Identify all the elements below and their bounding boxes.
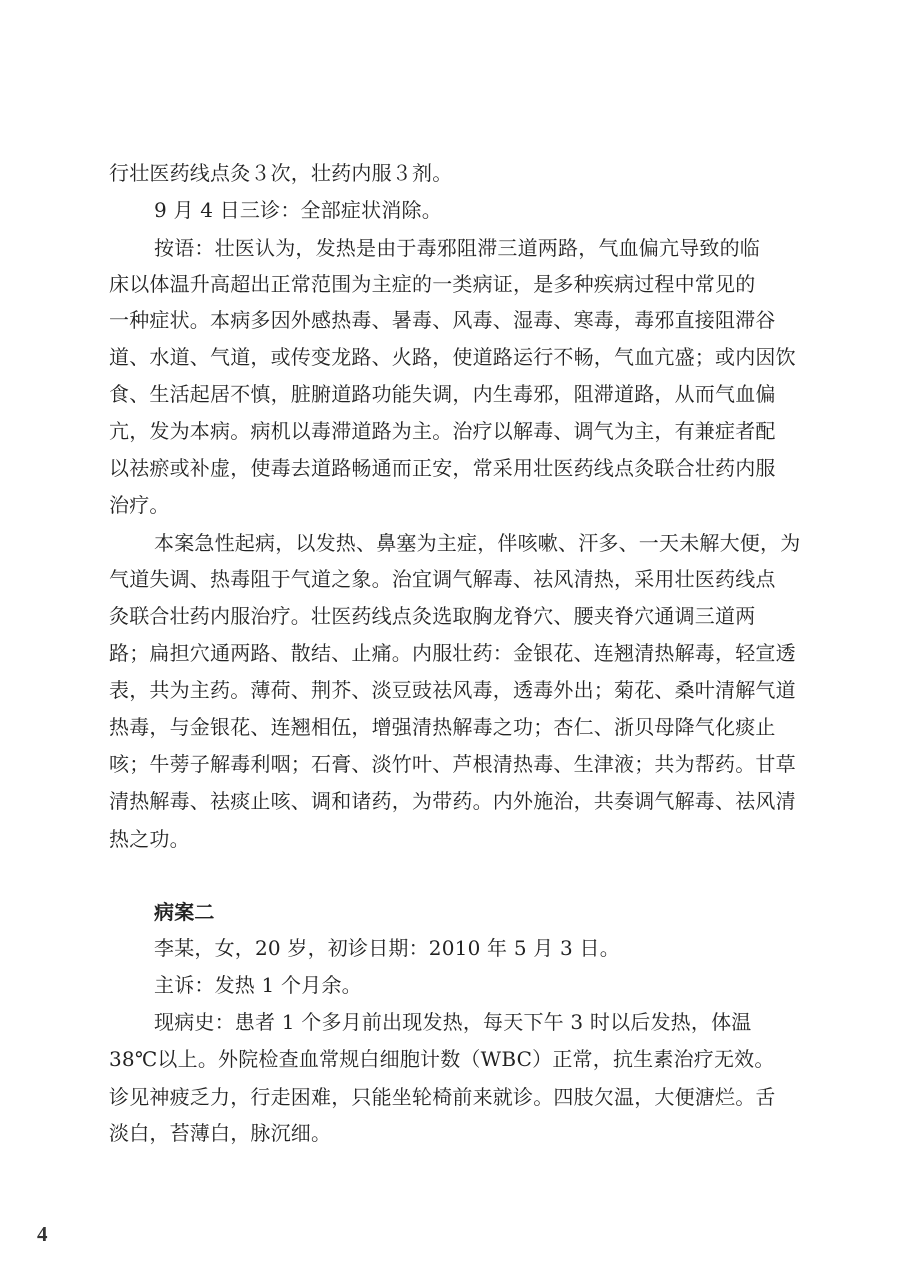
text-line: 诊见神疲乏力，行走困难，只能坐轮椅前来就诊。四肢欠温，大便溏烂。舌 — [109, 1085, 776, 1109]
text-line: 李某，女，20 岁，初诊日期：2010 年 5 月 3 日。 — [154, 936, 620, 960]
text-line: 热之功。 — [109, 827, 190, 851]
text-line: 以祛瘀或补虚，使毒去道路畅通而正安，常采用壮医药线点灸联合壮药内服 — [109, 456, 776, 480]
text-line: 行壮医药线点灸３次，壮药内服３剂。 — [109, 161, 453, 185]
case-heading: 病案二 — [154, 900, 215, 924]
text-line: 清热解毒、祛痰止咳、调和诸药，为带药。内外施治，共奏调气解毒、祛风清 — [109, 789, 796, 813]
text-line: 淡白，苔薄白，脉沉细。 — [109, 1121, 332, 1145]
text-line: 按语：壮医认为，发热是由于毒邪阻滞三道两路，气血偏亢导致的临 — [154, 236, 760, 260]
text-line: 主诉：发热 1 个月余。 — [154, 973, 362, 997]
text-line: 38℃以上。外院检查血常规白细胞计数（WBC）正常，抗生素治疗无效。 — [109, 1047, 775, 1071]
text-line: 一种症状。本病多因外感热毒、暑毒、风毒、湿毒、寒毒，毒邪直接阻滞谷 — [109, 308, 776, 332]
text-line: 路；扁担穴通两路、散结、止痛。内服壮药：金银花、连翘清热解毒，轻宣透 — [109, 641, 796, 665]
text-line: 热毒，与金银花、连翘相伍，增强清热解毒之功；杏仁、浙贝母降气化痰止 — [109, 715, 776, 739]
text-line: 灸联合壮药内服治疗。壮医药线点灸选取胸龙脊穴、腰夹脊穴通调三道两 — [109, 604, 756, 628]
text-line: 床以体温升高超出正常范围为主症的一类病证，是多种疾病过程中常见的 — [109, 272, 756, 296]
text-line: 气道失调、热毒阻于气道之象。治宜调气解毒、祛风清热，采用壮医药线点 — [109, 567, 776, 591]
text-line: 亢，发为本病。病机以毒滞道路为主。治疗以解毒、调气为主，有兼症者配 — [109, 419, 776, 443]
text-line: 治疗。 — [109, 493, 170, 517]
text-line: 咳；牛蒡子解毒利咽；石膏、淡竹叶、芦根清热毒、生津液；共为帮药。甘草 — [109, 752, 796, 776]
page-number: 4 — [37, 1222, 48, 1246]
text-line: 现病史：患者 1 个多月前出现发热，每天下午 3 时以后发热，体温 — [154, 1010, 752, 1034]
text-line: 表，共为主药。薄荷、荆芥、淡豆豉祛风毒，透毒外出；菊花、桑叶清解气道 — [109, 678, 796, 702]
text-line: 食、生活起居不慎，脏腑道路功能失调，内生毒邪，阻滞道路，从而气血偏 — [109, 382, 776, 406]
text-line: 9 月 4 日三诊：全部症状消除。 — [154, 198, 442, 222]
text-line: 道、水道、气道，或传变龙路、火路，使道路运行不畅，气血亢盛；或内因饮 — [109, 345, 796, 369]
text-line: 本案急性起病，以发热、鼻塞为主症，伴咳嗽、汗多、一天未解大便，为 — [154, 531, 801, 555]
